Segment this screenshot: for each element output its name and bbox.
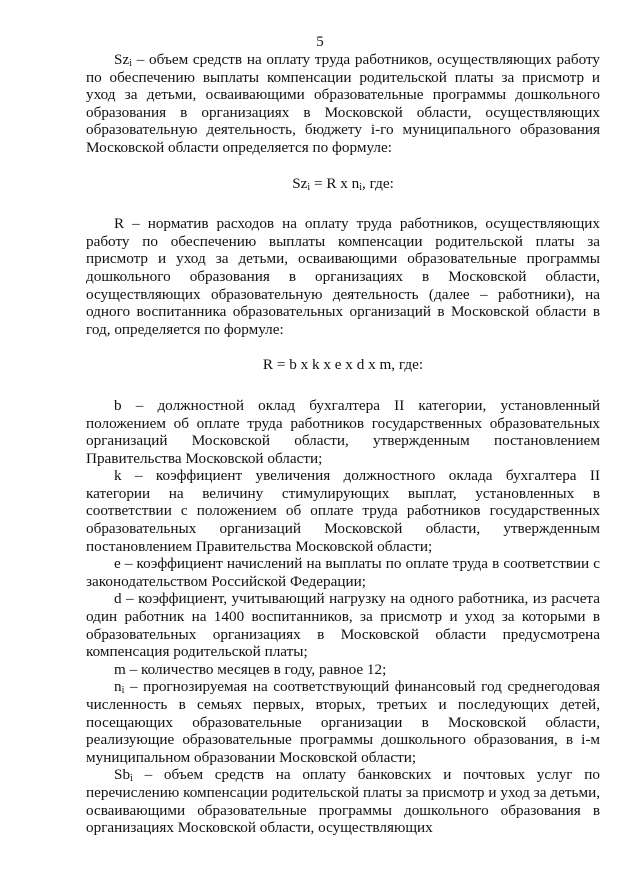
definition-m: m – количество месяцев в году, равное 12; (114, 660, 387, 678)
paragraph-r-definition: R – норматив расходов на оплату труда работников, осуществляющих работу по обеспечению выплаты компенсации родительской платы за присмотр и уход за детьми, осваивающими образовательные программы дошкольного образования в организациях в Московской области, осуществляющих образовательную деятельность (далее – работники), на одного воспитанника образовательных организаций в Московской области в год, определяется по формуле: (86, 215, 600, 338)
document-body (86, 51, 600, 837)
definition-n: $n_i$ – прогнозируемая на соответствующий финансовый год среднегодовая численность в семьях первых, вторых, третьих и последующих детей, посещающих образовательные организации в Московской области, реализующие образовательные программы дошкольного образования, в i-м муниципальном образовании Московской области; (86, 678, 600, 766)
page-number: 5 (316, 34, 324, 50)
definition-k: k – коэффициент увеличения должностного оклада бухгалтера II категории на величину стимулирующих выплат, установленных в соответствии с положением об оплате труда работников государственных образовательных организаций Московской области, утвержденным постановлением Правительства Московской области; (86, 467, 600, 555)
formula-r: R = b x k x e x d x m, где: (262, 356, 424, 374)
definition-b: b – должностной оклад бухгалтера II категории, установленный положением об оплате труда работников государственных образовательных организаций Московской области, утвержденным постановлением Правительства Московской области; (86, 396, 600, 467)
paragraph-sz-definition: $Sz_i$ – объем средств на оплату труда работников, осуществляющих работу по обеспечению выплаты компенсации родительской платы за присмотр и уход за детьми, осваивающими образовательные программы дошкольного образования в организациях в Московской области, осуществляющих образовательную деятельность, бюджету i-го муниципального образования Московской области определяется по формуле: (86, 51, 600, 156)
definition-d: d – коэффициент, учитывающий нагрузку на одного работника, из расчета один работник на 1400 воспитанников, за присмотр и уход за которыми в образовательных организациях в Московской области предусмотрена компенсация родительской платы; (86, 590, 600, 661)
definition-sb: $Sb_i$ – объем средств на оплату банковских и почтовых услуг по перечислению компенсации родительской платы за присмотр и уход за детьми, осваивающими образовательные программы дошкольного образования в организациях Московской области, осуществляющих (86, 766, 600, 837)
definition-e: e – коэффициент начислений на выплаты по оплате труда в соответствии с законодательством Российской Федерации; (86, 555, 600, 590)
formula-sz: $Sz_i = R$ x $n_i$, где: (292, 174, 394, 193)
